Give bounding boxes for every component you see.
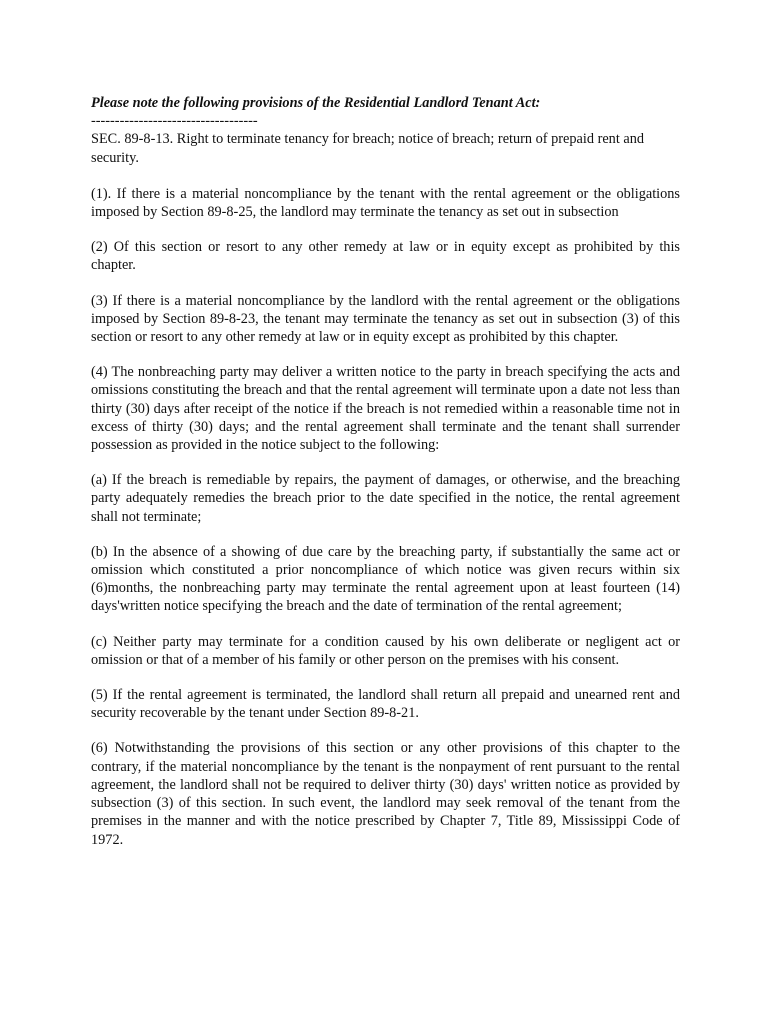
paragraph-3: (3) If there is a material noncompliance by the landlord with the rental agreement or the obligations imposed by Section 89-8-23, the tenant may terminate the tenancy as set out in subsection (3) of this section or resort to any other remedy at law or in equity except as prohibited by this chapter. xyxy=(91,292,680,346)
document-heading: Please note the following provisions of the Residential Landlord Tenant Act: xyxy=(91,95,541,111)
document-page xyxy=(91,94,680,849)
paragraph-4c: (c) Neither party may terminate for a condition caused by his own deliberate or negligent act or omission or that of a member of his family or other person on the premises with his consent. xyxy=(91,633,680,668)
paragraph-4a: (a) If the breach is remediable by repairs, the payment of damages, or otherwise, and the breaching party adequately remedies the breach prior to the date specified in the notice, the rental agreement shall not terminate; xyxy=(91,472,680,525)
paragraph-6: (6) Notwithstanding the provisions of this section or any other provisions of this chapter to the contrary, if the material noncompliance by the tenant is the nonpayment of rent pursuant to the rental agreement, the landlord shall not be required to deliver thirty (30) days' written notice as provided by subsection (3) of this section. In such event, the landlord may seek removal of the tenant from the premises in the manner and with the notice prescribed by Chapter 7, Title 89, Mississippi Code of 1972. xyxy=(91,740,680,848)
separator-line: ----------------------------------- xyxy=(91,113,258,130)
paragraph-4: (4) The nonbreaching party may deliver a written notice to the party in breach specifying the acts and omissions constituting the breach and that the rental agreement will terminate upon a date not less than thirty (30) days after receipt of the notice if the breach is not remedied within a reasonable time not in excess of thirty (30) days; and the rental agreement shall terminate and the tenant shall surrender possession as provided in the notice subject to the following: xyxy=(91,364,680,454)
paragraph-2: (2) Of this section or resort to any other remedy at law or in equity except as prohibited by this chapter. xyxy=(91,239,680,274)
section-title: SEC. 89-8-13. Right to terminate tenancy for breach; notice of breach; return of prepaid rent and security. xyxy=(91,131,645,166)
paragraph-1: (1). If there is a material noncompliance by the tenant with the rental agreement or the obligations imposed by Section 89-8-25, the landlord may terminate the tenancy as set out in subsection xyxy=(91,185,680,221)
paragraph-4b: (b) In the absence of a showing of due care by the breaching party, if substantially the same act or omission which constituted a prior noncompliance of which notice was given recurs within six (6)months, the nonbreaching party may terminate the rental agreement upon at least fourteen (14) days'written notice specifying the breach and the date of termination of the rental agreement; xyxy=(91,543,680,615)
paragraph-5: (5) If the rental agreement is terminated, the landlord shall return all prepaid and unearned rent and security recoverable by the tenant under Section 89-8-21. xyxy=(91,687,680,722)
